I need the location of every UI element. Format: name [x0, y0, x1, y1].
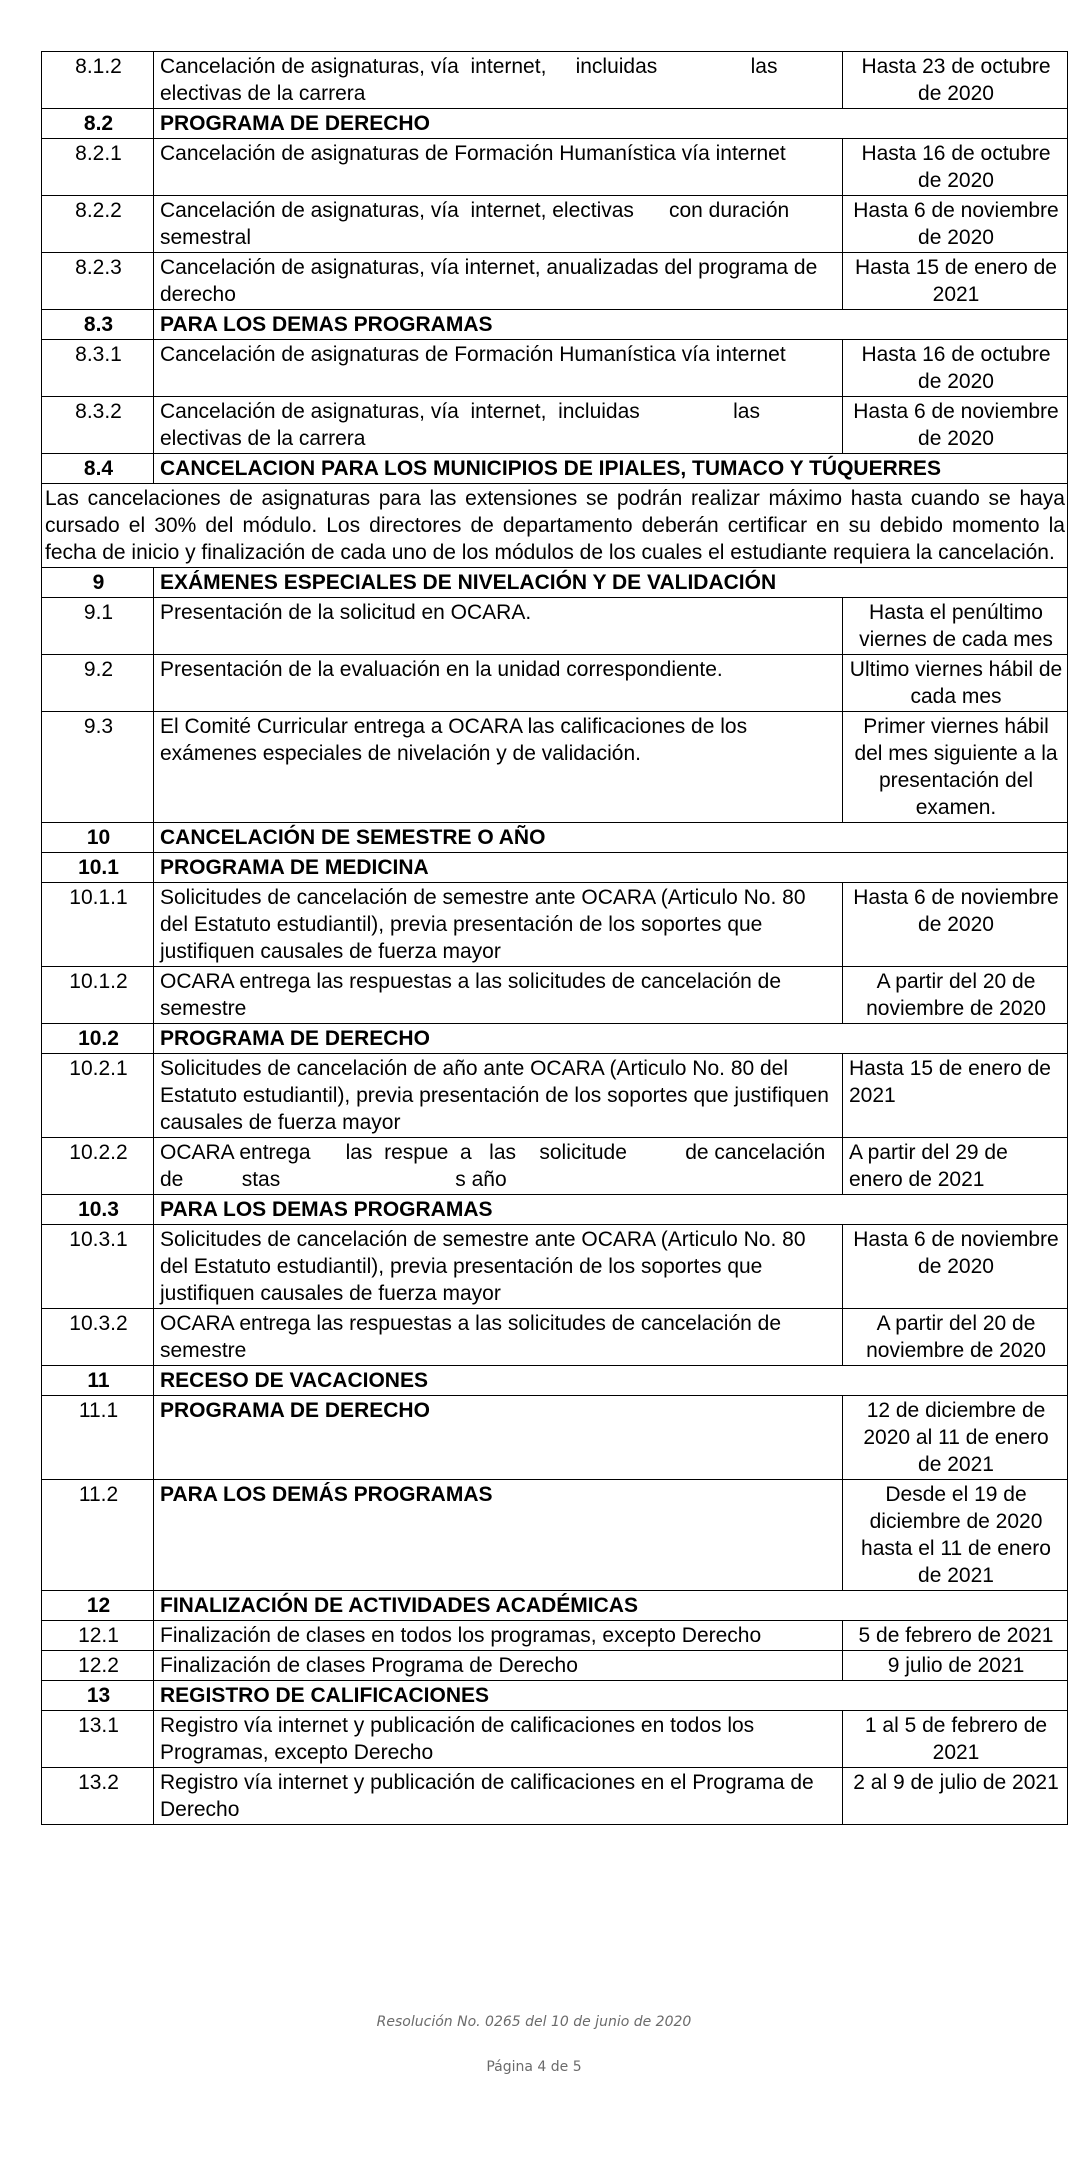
- section-number: 12: [42, 1591, 154, 1621]
- item-number: 10.3.1: [42, 1225, 154, 1309]
- section-number: 10: [42, 823, 154, 853]
- item-description: Presentación de la evaluación en la unidad correspondiente.: [154, 655, 843, 712]
- item-description: Finalización de clases en todos los programas, excepto Derecho: [154, 1621, 843, 1651]
- item-number: 13.2: [42, 1768, 154, 1825]
- item-number: 10.3.2: [42, 1309, 154, 1366]
- table-row: [42, 1396, 1068, 1480]
- section-number: 10.1: [42, 853, 154, 883]
- item-date: Hasta 6 de noviembre de 2020: [843, 883, 1068, 967]
- item-date: 9 julio de 2021: [843, 1651, 1068, 1681]
- section-title: EXÁMENES ESPECIALES DE NIVELACIÓN Y DE VALIDACIÓN: [154, 568, 1068, 598]
- section-row: [42, 109, 1068, 139]
- table-row: [42, 1621, 1068, 1651]
- item-description: Finalización de clases Programa de Derecho: [154, 1651, 843, 1681]
- item-number: 8.2.1: [42, 139, 154, 196]
- section-row: [42, 454, 1068, 484]
- item-description: OCARA entrega las respue a las solicitude de cancelación de stas s año: [154, 1138, 843, 1195]
- item-date: Hasta 6 de noviembre de 2020: [843, 1225, 1068, 1309]
- item-number: 9.2: [42, 655, 154, 712]
- item-date: Hasta 16 de octubre de 2020: [843, 340, 1068, 397]
- section-title: RECESO DE VACACIONES: [154, 1366, 1068, 1396]
- item-description: PARA LOS DEMÁS PROGRAMAS: [154, 1480, 843, 1591]
- table-row: [42, 598, 1068, 655]
- section-title: PARA LOS DEMAS PROGRAMAS: [154, 310, 1068, 340]
- item-description: Registro vía internet y publicación de calificaciones en el Programa de Derecho: [154, 1768, 843, 1825]
- table-row: [42, 1138, 1068, 1195]
- item-number: 10.2.1: [42, 1054, 154, 1138]
- table-row: [42, 1054, 1068, 1138]
- table-row: [42, 1768, 1068, 1825]
- section-number: 8.2: [42, 109, 154, 139]
- item-description: El Comité Curricular entrega a OCARA las calificaciones de los exámenes especiales de nivelación y de validación.: [154, 712, 843, 823]
- item-date: Hasta 16 de octubre de 2020: [843, 139, 1068, 196]
- item-number: 8.2.3: [42, 253, 154, 310]
- item-number: 8.3.1: [42, 340, 154, 397]
- item-date: A partir del 20 de noviembre de 2020: [843, 1309, 1068, 1366]
- item-description: Cancelación de asignaturas de Formación Humanística vía internet: [154, 340, 843, 397]
- section-row: [42, 1024, 1068, 1054]
- section-title: PROGRAMA DE MEDICINA: [154, 853, 1068, 883]
- item-number: 12.1: [42, 1621, 154, 1651]
- item-description: Cancelación de asignaturas de Formación Humanística vía internet: [154, 139, 843, 196]
- item-date: Hasta 15 de enero de 2021: [843, 1054, 1068, 1138]
- table-row: [42, 196, 1068, 253]
- note-paragraph: Las cancelaciones de asignaturas para las extensiones se podrán realizar máximo hasta cuando se haya cursado el 30% del módulo. Los directores de departamento deberán certificar en su debido momento la fecha de inicio y finalización de cada uno de los módulos de los cuales el estudiante requiera la cancelación.: [42, 484, 1068, 568]
- item-description: PROGRAMA DE DERECHO: [154, 1396, 843, 1480]
- item-description: Cancelación de asignaturas, vía internet, electivas con duración semestral: [154, 196, 843, 253]
- item-description: Solicitudes de cancelación de año ante OCARA (Articulo No. 80 del Estatuto estudiantil), previa presentación de los soportes que justifiquen causales de fuerza mayor: [154, 1054, 843, 1138]
- item-description: Registro vía internet y publicación de calificaciones en todos los Programas, excepto Derecho: [154, 1711, 843, 1768]
- table-row: [42, 1309, 1068, 1366]
- item-number: 9.1: [42, 598, 154, 655]
- item-description: Cancelación de asignaturas, vía internet, incluidas las electivas de la carrera: [154, 397, 843, 454]
- section-number: 11: [42, 1366, 154, 1396]
- section-title: CANCELACIÓN DE SEMESTRE O AÑO: [154, 823, 1068, 853]
- section-row: [42, 1681, 1068, 1711]
- footer-page-number: Página 4 de 5: [486, 2059, 582, 2075]
- section-row: [42, 310, 1068, 340]
- item-number: 13.1: [42, 1711, 154, 1768]
- section-title: PARA LOS DEMAS PROGRAMAS: [154, 1195, 1068, 1225]
- section-row: [42, 568, 1068, 598]
- table-row: [42, 1480, 1068, 1591]
- item-description: OCARA entrega las respuestas a las solicitudes de cancelación de semestre: [154, 1309, 843, 1366]
- table-row: [42, 655, 1068, 712]
- item-number: 8.3.2: [42, 397, 154, 454]
- table-row: [42, 340, 1068, 397]
- table-row: [42, 883, 1068, 967]
- section-number: 13: [42, 1681, 154, 1711]
- item-date: Hasta 15 de enero de 2021: [843, 253, 1068, 310]
- item-date: Hasta 23 de octubre de 2020: [843, 52, 1068, 109]
- item-description: Solicitudes de cancelación de semestre ante OCARA (Articulo No. 80 del Estatuto estudiantil), previa presentación de los soportes que justifiquen causales de fuerza mayor: [154, 883, 843, 967]
- section-number: 10.3: [42, 1195, 154, 1225]
- section-row: [42, 1366, 1068, 1396]
- table-row: [42, 1651, 1068, 1681]
- item-date: Hasta 6 de noviembre de 2020: [843, 196, 1068, 253]
- table-row: [42, 712, 1068, 823]
- item-number: 10.1.1: [42, 883, 154, 967]
- item-number: 8.1.2: [42, 52, 154, 109]
- section-number: 9: [42, 568, 154, 598]
- section-row: [42, 1591, 1068, 1621]
- section-number: 8.4: [42, 454, 154, 484]
- table-row: [42, 139, 1068, 196]
- section-row: [42, 1195, 1068, 1225]
- item-date: Primer viernes hábil del mes siguiente a la presentación del examen.: [843, 712, 1068, 823]
- table-row: [42, 1711, 1068, 1768]
- item-date: Hasta el penúltimo viernes de cada mes: [843, 598, 1068, 655]
- item-number: 10.2.2: [42, 1138, 154, 1195]
- table-row: [42, 52, 1068, 109]
- section-number: 8.3: [42, 310, 154, 340]
- section-row: [42, 853, 1068, 883]
- section-number: 10.2: [42, 1024, 154, 1054]
- section-title: FINALIZACIÓN DE ACTIVIDADES ACADÉMICAS: [154, 1591, 1068, 1621]
- paragraph-row: [42, 484, 1068, 568]
- item-description: OCARA entrega las respuestas a las solicitudes de cancelación de semestre: [154, 967, 843, 1024]
- table-body: [42, 52, 1068, 1825]
- table-row: [42, 397, 1068, 454]
- section-title: PROGRAMA DE DERECHO: [154, 1024, 1068, 1054]
- item-description: Cancelación de asignaturas, vía internet, anualizadas del programa de derecho: [154, 253, 843, 310]
- item-date: 2 al 9 de julio de 2021: [843, 1768, 1068, 1825]
- item-description: Presentación de la solicitud en OCARA.: [154, 598, 843, 655]
- item-number: 11.2: [42, 1480, 154, 1591]
- item-date: 12 de diciembre de 2020 al 11 de enero de 2021: [843, 1396, 1068, 1480]
- item-description: Solicitudes de cancelación de semestre ante OCARA (Articulo No. 80 del Estatuto estudiantil), previa presentación de los soportes que justifiquen causales de fuerza mayor: [154, 1225, 843, 1309]
- item-date: 1 al 5 de febrero de 2021: [843, 1711, 1068, 1768]
- item-date: A partir del 29 de enero de 2021: [843, 1138, 1068, 1195]
- item-date: A partir del 20 de noviembre de 2020: [843, 967, 1068, 1024]
- table-row: [42, 967, 1068, 1024]
- item-number: 10.1.2: [42, 967, 154, 1024]
- table-row: [42, 1225, 1068, 1309]
- item-date: Hasta 6 de noviembre de 2020: [843, 397, 1068, 454]
- item-number: 12.2: [42, 1651, 154, 1681]
- section-title: REGISTRO DE CALIFICACIONES: [154, 1681, 1068, 1711]
- item-date: Desde el 19 de diciembre de 2020 hasta el 11 de enero de 2021: [843, 1480, 1068, 1591]
- item-number: 11.1: [42, 1396, 154, 1480]
- section-row: [42, 823, 1068, 853]
- item-date: Ultimo viernes hábil de cada mes: [843, 655, 1068, 712]
- footer-resolution: Resolución No. 0265 del 10 de junio de 2020: [376, 2014, 692, 2030]
- item-number: 8.2.2: [42, 196, 154, 253]
- section-title: PROGRAMA DE DERECHO: [154, 109, 1068, 139]
- item-number: 9.3: [42, 712, 154, 823]
- table-row: [42, 253, 1068, 310]
- item-date: 5 de febrero de 2021: [843, 1621, 1068, 1651]
- academic-calendar-table: [41, 51, 1068, 1825]
- item-description: Cancelación de asignaturas, vía internet, incluidas las electivas de la carrera: [154, 52, 843, 109]
- section-title: CANCELACION PARA LOS MUNICIPIOS DE IPIALES, TUMACO Y TÚQUERRES: [154, 454, 1068, 484]
